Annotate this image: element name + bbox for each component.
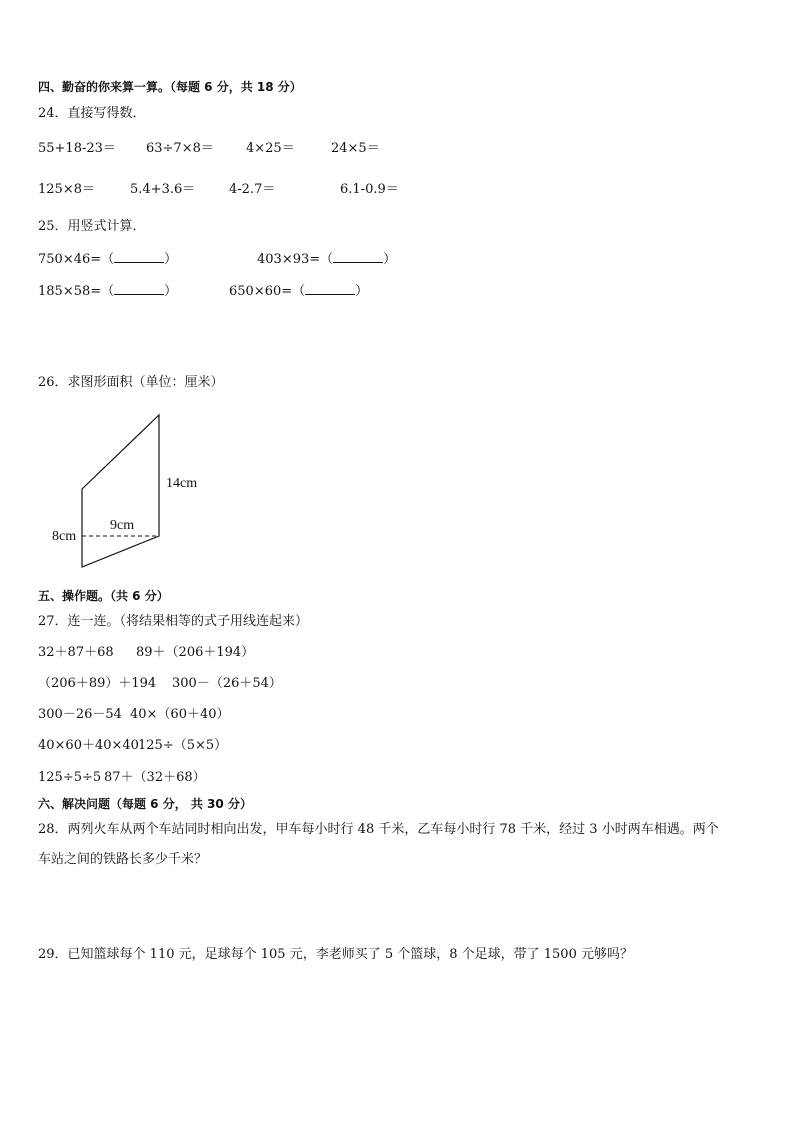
q25-expr: 403×93=（ (257, 252, 334, 267)
q25-close: ） (355, 284, 369, 299)
q25-expr: 650×60=（ (229, 284, 306, 299)
answer-blank[interactable] (114, 283, 164, 295)
q25-expr: 750×46=（ (38, 252, 115, 267)
trapezoid-figure (40, 405, 220, 575)
q26-prompt: 26．求图形面积（单位：厘米） (38, 375, 224, 390)
q24-expr-6: 5.4+3.6＝ (130, 182, 196, 197)
q25-close: ） (164, 284, 178, 299)
q24-expr-7: 4-2.7＝ (229, 182, 276, 197)
q27-right-4[interactable]: 125÷（5×5） (138, 738, 228, 753)
q24-prompt: 24．直接写得数． (38, 106, 146, 121)
label-8cm: 8cm (52, 529, 77, 544)
q24-expr-4: 24×5＝ (331, 141, 380, 156)
q25-item-1 (38, 251, 177, 268)
q25-close: ） (383, 252, 397, 267)
q25-close: ） (164, 252, 178, 267)
trapezoid-outline (82, 415, 159, 567)
q28-line-1: 28．两列火车从两个车站同时相向出发，甲车每小时行 48 千米，乙车每小时行 78 千米，经过 3 小时两车相遇。两个 (38, 822, 719, 837)
q25-expr: 185×58=（ (38, 284, 115, 299)
q27-right-5[interactable]: 87＋（32＋68） (104, 770, 206, 785)
q29-text: 29．已知篮球每个 110 元，足球每个 105 元，李老师买了 5 个篮球，8 个足球，带了 1500 元够吗？ (38, 947, 633, 962)
q25-item-4 (229, 283, 368, 300)
label-9cm: 9cm (110, 518, 135, 533)
q27-right-2[interactable]: 300－（26＋54） (172, 676, 282, 691)
q27-prompt: 27．连一连。（将结果相等的式子用线连起来） (38, 614, 309, 629)
q27-left-4[interactable]: 40×60＋40×40 (38, 738, 139, 753)
q27-left-5[interactable]: 125÷5÷5 (38, 770, 102, 785)
q27-left-3[interactable]: 300－26－54 (38, 707, 122, 722)
q24-expr-1: 55+18-23＝ (38, 141, 116, 156)
q24-expr-3: 4×25＝ (246, 141, 295, 156)
q27-right-3[interactable]: 40×（60＋40） (130, 707, 230, 722)
q27-left-2[interactable]: （206＋89）＋194 (38, 676, 157, 691)
answer-blank[interactable] (305, 283, 355, 295)
q24-expr-2: 63÷7×8＝ (146, 141, 214, 156)
q25-item-3 (38, 283, 177, 300)
q28-line-2: 车站之间的铁路长多少千米？ (38, 852, 208, 867)
label-14cm: 14cm (166, 476, 198, 491)
q24-expr-8: 6.1-0.9＝ (340, 182, 399, 197)
answer-blank[interactable] (114, 251, 164, 263)
answer-blank[interactable] (333, 251, 383, 263)
q27-left-1[interactable]: 32＋87＋68 (38, 645, 114, 660)
section-5-title: 五、操作题。（共 6 分） (38, 589, 169, 603)
section-4-title: 四、勤奋的你来算一算。（每题 6 分，共 18 分） (38, 80, 302, 94)
q25-item-2 (257, 251, 396, 268)
q24-expr-5: 125×8＝ (38, 182, 95, 197)
section-6-title: 六、解决问题（每题 6 分， 共 30 分） (38, 797, 252, 811)
q27-right-1[interactable]: 89＋（206＋194） (136, 645, 255, 660)
q25-prompt: 25．用竖式计算． (38, 219, 146, 234)
